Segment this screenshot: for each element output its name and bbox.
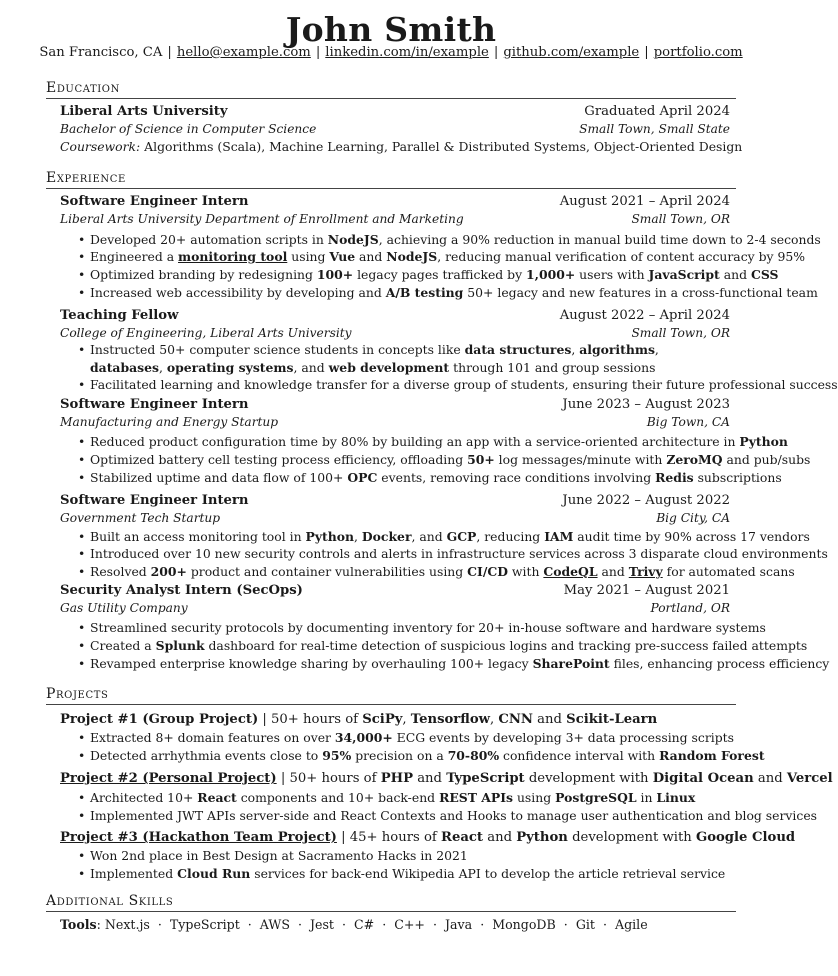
emphasis-text: Vue — [329, 249, 356, 264]
bullet-dot: • — [78, 285, 86, 300]
emphasis-text: Python — [305, 529, 355, 544]
emphasis-text: NodeJS — [386, 249, 438, 264]
bullet-text: Detected arrhythmia events close to 95% precision on a 70-80% confidence interval with Random Forest — [90, 748, 765, 763]
bullet-text: Optimized battery cell testing process efficiency, offloading 50+ log messages/minute with ZeroMQ and pub/subs — [90, 452, 811, 467]
job-location: Big Town, CA — [646, 415, 730, 429]
skill-separator: · — [297, 917, 302, 932]
emphasis-text: 100+ — [316, 267, 354, 282]
emphasis-text: 200+ — [150, 564, 187, 579]
project-name: Project #1 (Group Project) — [60, 712, 259, 727]
school-location: Small Town, Small State — [579, 122, 730, 136]
emphasis-text: web development — [328, 359, 450, 375]
job-dates: June 2022 – August 2022 — [562, 493, 730, 508]
bullet-text: Facilitated learning and knowledge transfer for a diverse group of students, ensuring their future professional success — [90, 377, 838, 392]
bullet-text: Increased web accessibility by developing and A/B testing 50+ legacy and new features in a cross-functional team — [90, 285, 818, 300]
job-dates: June 2023 – August 2023 — [562, 397, 730, 412]
skill-separator: · — [382, 917, 387, 932]
job-dates: May 2021 – August 2021 — [563, 583, 730, 598]
skill-item: MongoDB — [492, 917, 556, 932]
bullet-dot: • — [78, 377, 86, 392]
location-text: San Francisco, CA — [39, 45, 163, 60]
emphasis-text: Google Cloud — [695, 830, 796, 845]
emphasis-text: 34,000+ — [334, 730, 393, 745]
emphasis-text: A/B testing — [385, 285, 464, 300]
emphasis-text: 70-80% — [447, 748, 500, 763]
emphasis-text: data structures — [464, 342, 572, 357]
section-heading-projects: Projects — [46, 685, 736, 705]
emphasis-text: Linux — [656, 790, 696, 805]
skill-item: Java — [445, 917, 473, 932]
emphasis-text: 50+ — [467, 452, 495, 467]
emphasis-text: PHP — [380, 771, 413, 786]
emphasis-text: Python — [739, 434, 788, 449]
bullet-text: Engineered a monitoring tool using Vue and NodeJS, reducing manual verification of content accuracy by 95% — [90, 249, 805, 264]
job-location: Small Town, OR — [631, 326, 730, 340]
bullet-text: Streamlined security protocols by documenting inventory for 20+ in-house software and hardware systems — [90, 620, 766, 635]
section-heading-skills: Additional Skills — [46, 892, 736, 912]
emphasis-text: 95% — [322, 748, 352, 763]
bullet-dot: • — [78, 790, 86, 805]
skill-separator: · — [342, 917, 347, 932]
emphasis-text: IAM — [544, 529, 574, 544]
bullet-dot: • — [78, 730, 86, 745]
skills-line: Tools: Next.js · TypeScript · AWS · Jest · C# · C++ · Java · MongoDB · Git · Agile — [60, 917, 648, 932]
emphasis-text: OPC — [347, 470, 378, 485]
bullet-text: Instructed 50+ computer science students in concepts like data structures, algorithms, databases, operating systems, and web development through 101 and group sessions — [90, 342, 659, 375]
job-organization: Liberal Arts University Department of Enrollment and Marketing — [60, 212, 464, 226]
portfolio-link[interactable]: portfolio.com — [653, 45, 743, 60]
emphasis-text: operating systems — [166, 359, 294, 375]
contact-line — [0, 44, 782, 62]
job-role: Software Engineer Intern — [60, 493, 249, 508]
graduation-date: Graduated April 2024 — [584, 104, 730, 119]
skill-item: C# — [354, 917, 375, 932]
bullet-text: Optimized branding by redesigning 100+ legacy pages trafficked by 1,000+ users with JavaScript and CSS — [90, 267, 779, 282]
bullet-dot: • — [78, 564, 86, 579]
job-role: Software Engineer Intern — [60, 397, 249, 412]
emphasis-text: SciPy — [362, 712, 403, 727]
emphasis-text: databases — [90, 359, 159, 375]
emphasis-text: SharePoint — [532, 656, 610, 671]
github-link[interactable]: github.com/example — [503, 45, 640, 60]
coursework-list: Algorithms (Scala), Machine Learning, Parallel & Distributed Systems, Object-Oriented Design — [144, 139, 743, 154]
bullet-dot: • — [78, 434, 86, 449]
emphasis-text: Scikit-Learn — [566, 712, 658, 727]
job-role: Security Analyst Intern (SecOps) — [60, 583, 303, 598]
bullet-dot: • — [78, 748, 86, 763]
candidate-name: John Smith — [285, 10, 497, 49]
project-name[interactable]: Project #2 (Personal Project) — [60, 771, 277, 786]
emphasis-text: Vercel — [786, 771, 833, 786]
project-header-text: Project #2 (Personal Project) | 50+ hours of PHP and TypeScript development with Digital Ocean and Vercel — [60, 771, 833, 786]
job-location: Small Town, OR — [631, 212, 730, 226]
emphasis-text: CNN — [498, 712, 533, 727]
skill-item: AWS — [259, 917, 290, 932]
bullet-text: Introduced over 10 new security controls and alerts in infrastructure services across 3 disparate cloud environments — [90, 546, 828, 561]
bullet-dot: • — [78, 267, 86, 282]
job-organization: Manufacturing and Energy Startup — [60, 415, 279, 429]
emphasis-text: CSS — [750, 267, 779, 282]
skill-separator: · — [563, 917, 568, 932]
project-header-text: Project #3 (Hackathon Team Project) | 45+ hours of React and Python development with Google Cloud — [60, 830, 796, 845]
emphasis-text: React — [197, 790, 237, 805]
skill-item: Next.js — [104, 917, 150, 932]
emphasis-text: GCP — [446, 529, 477, 544]
emphasis-text: CodeQL — [543, 564, 598, 579]
skill-separator: · — [157, 917, 162, 932]
emphasis-text: NodeJS — [327, 232, 379, 247]
skill-item: C++ — [394, 917, 425, 932]
bullet-text: Architected 10+ React components and 10+ back-end REST APIs using PostgreSQL in Linux — [90, 790, 696, 805]
emphasis-text: Tensorflow — [410, 712, 490, 727]
job-organization: College of Engineering, Liberal Arts University — [60, 326, 352, 340]
emphasis-text: React — [441, 830, 484, 845]
skill-item: Git — [575, 917, 595, 932]
emphasis-text: Random Forest — [659, 748, 765, 763]
bullet-dot: • — [78, 656, 86, 671]
emphasis-text: TypeScript — [446, 771, 525, 786]
bullet-text: Revamped enterprise knowledge sharing by overhauling 100+ legacy SharePoint files, enhancing process efficiency — [90, 656, 830, 671]
bullet-text: Built an access monitoring tool in Python, Docker, and GCP, reducing IAM audit time by 90% across 17 vendors — [90, 529, 810, 544]
emphasis-text: REST APIs — [439, 790, 513, 805]
emphasis-text: Digital Ocean — [652, 771, 754, 786]
emphasis-text: Redis — [655, 470, 694, 485]
degree: Bachelor of Science in Computer Science — [60, 122, 317, 136]
job-role: Software Engineer Intern — [60, 194, 249, 209]
emphasis-text: monitoring tool — [178, 249, 288, 264]
bullet-dot: • — [78, 232, 86, 247]
skills-label: Tools — [60, 917, 97, 932]
skill-separator: · — [480, 917, 485, 932]
emphasis-text: CI/CD — [467, 564, 508, 579]
skill-item: Jest — [309, 917, 334, 932]
bullet-dot: • — [78, 866, 86, 881]
bullet-dot: • — [78, 808, 86, 823]
bullet-dot: • — [78, 848, 86, 863]
skill-separator: · — [432, 917, 437, 932]
separator: | — [167, 45, 172, 60]
job-dates: August 2021 – April 2024 — [559, 194, 730, 209]
bullet-dot: • — [78, 249, 86, 264]
bullet-text: Extracted 8+ domain features on over 34,000+ ECG events by developing 3+ data processing scripts — [90, 730, 734, 745]
job-dates: August 2022 – April 2024 — [559, 308, 730, 323]
emphasis-text: Splunk — [155, 638, 205, 653]
bullet-text: Reduced product configuration time by 80% by building an app with a service-oriented architecture in Python — [90, 434, 788, 449]
bullet-dot: • — [78, 470, 86, 485]
emphasis-text: PostgreSQL — [555, 790, 637, 805]
bullet-dot: • — [78, 620, 86, 635]
skill-item: TypeScript — [169, 917, 240, 932]
job-role: Teaching Fellow — [60, 308, 179, 323]
emphasis-text: Python — [516, 830, 568, 845]
bullet-text: Implemented Cloud Run services for back-end Wikipedia API to develop the article retrieval service — [90, 866, 726, 881]
bullet-dot: • — [78, 638, 86, 653]
skill-separator: · — [602, 917, 607, 932]
bullet-text: Developed 20+ automation scripts in NodeJS, achieving a 90% reduction in manual build time down to 2-4 seconds — [90, 232, 821, 247]
bullet-dot: • — [78, 342, 86, 357]
emphasis-text: 1,000+ — [526, 267, 576, 282]
bullet-text: Created a Splunk dashboard for real-time detection of suspicious logins and tracking pre-success failed attempts — [90, 638, 808, 653]
job-location: Big City, CA — [656, 511, 730, 525]
emphasis-text: ZeroMQ — [666, 452, 723, 467]
coursework-label: Coursework: — [60, 139, 141, 154]
job-organization: Government Tech Startup — [60, 511, 221, 525]
separator: | — [644, 45, 649, 60]
school-name: Liberal Arts University — [60, 104, 228, 119]
separator: | — [315, 45, 321, 60]
emphasis-text: algorithms — [579, 342, 655, 357]
bullet-text: Resolved 200+ product and container vulnerabilities using CI/CD with CodeQL and Trivy for automated scans — [90, 564, 795, 579]
section-heading-education: Education — [46, 79, 736, 99]
skill-item: Agile — [614, 917, 648, 932]
separator: | — [493, 45, 499, 60]
project-header-text: Project #1 (Group Project) | 50+ hours of SciPy, Tensorflow, CNN and Scikit-Learn — [60, 712, 658, 727]
skill-separator: · — [247, 917, 252, 932]
job-location: Portland, OR — [650, 601, 730, 615]
bullet-dot: • — [78, 546, 86, 561]
project-name[interactable]: Project #3 (Hackathon Team Project) — [60, 830, 337, 845]
bullet-dot: • — [78, 529, 86, 544]
email-link[interactable]: hello@example.com — [176, 45, 311, 60]
job-organization: Gas Utility Company — [60, 601, 188, 615]
bullet-text: Won 2nd place in Best Design at Sacramento Hacks in 2021 — [90, 848, 468, 863]
bullet-dot: • — [78, 452, 86, 467]
bullet-text: Stabilized uptime and data flow of 100+ OPC events, removing race conditions involving Redis subscriptions — [90, 470, 782, 485]
linkedin-link[interactable]: linkedin.com/in/example — [325, 45, 489, 60]
section-heading-experience: Experience — [46, 169, 736, 189]
emphasis-text: Cloud Run — [177, 866, 251, 881]
bullet-text: Implemented JWT APIs server-side and React Contexts and Hooks to manage user authentication and blog services — [90, 808, 818, 823]
emphasis-text: Trivy — [628, 564, 663, 579]
emphasis-text: Docker — [361, 529, 412, 544]
emphasis-text: JavaScript — [648, 267, 720, 282]
